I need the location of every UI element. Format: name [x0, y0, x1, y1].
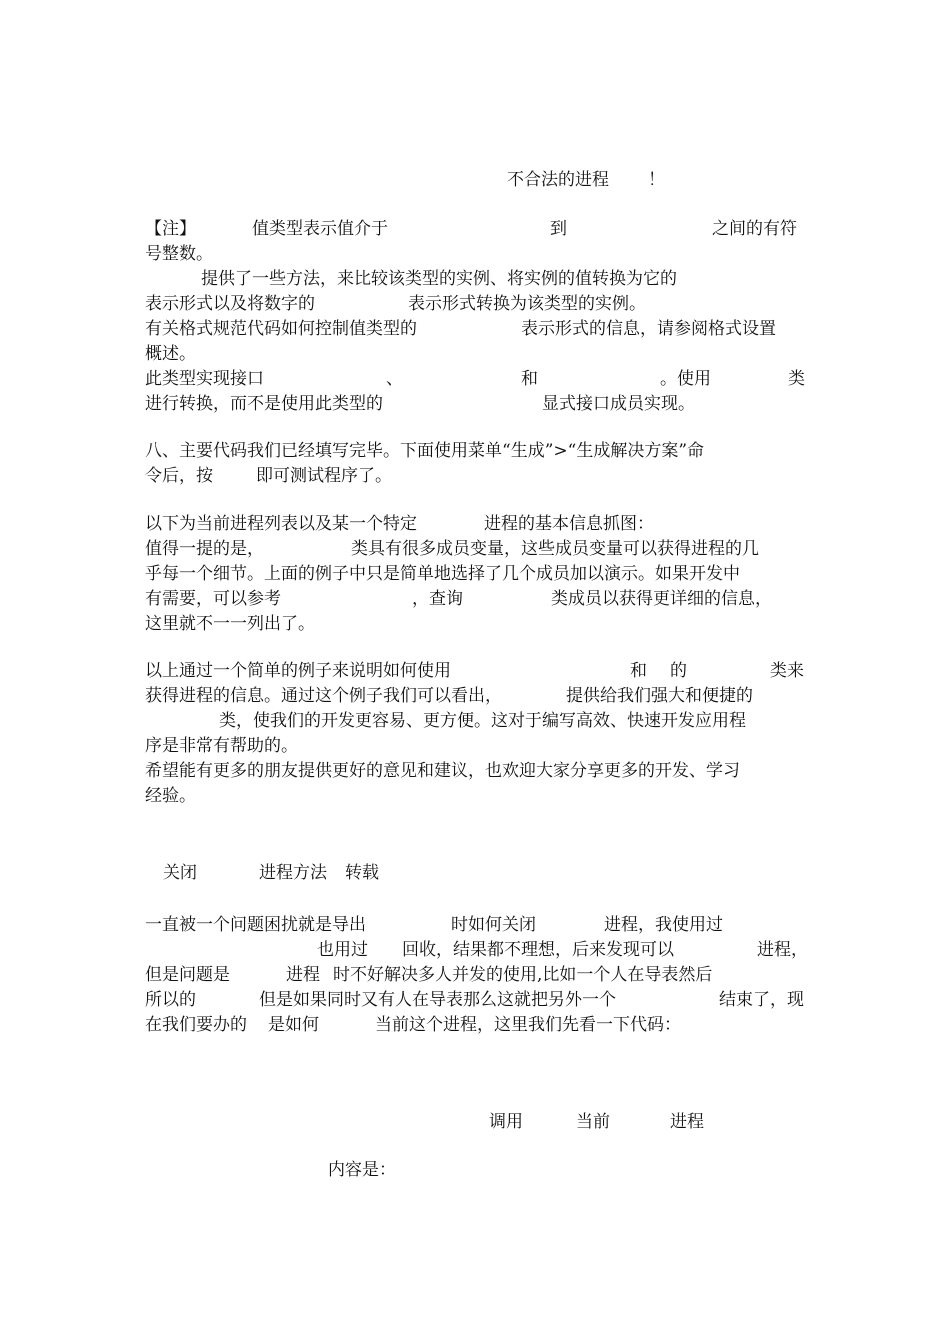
text-segment: 类具有很多成员变量，这些成员变量可以获得进程的几	[351, 539, 759, 559]
text-segment: 希望能有更多的朋友提供更好的意见和建议，也欢迎大家分享更多的开发、学习	[145, 761, 740, 781]
text-segment: 这里就不一一列出了。	[145, 614, 315, 634]
text-segment: 到	[550, 219, 567, 239]
text-segment: 类来	[770, 661, 804, 681]
text-segment: 概述。	[145, 344, 196, 364]
text-segment: ！	[648, 170, 665, 190]
text-segment: 进程，我使用过	[604, 915, 723, 935]
text-segment: 即可测试程序了。	[256, 466, 392, 486]
text-segment: 当前	[576, 1112, 610, 1132]
text-segment: 八、主要代码我们已经填写完毕。下面使用菜单“生成”>“生成解决方案”命	[145, 441, 705, 461]
text-segment: 进程	[670, 1112, 704, 1132]
text-segment: 序是非常有帮助的。	[145, 736, 298, 756]
text-segment: 获得进程的信息。通过这个例子我们可以看出，	[145, 686, 502, 706]
text-segment: 和	[521, 369, 538, 389]
text-segment: 表示形式以及将数字的	[145, 294, 315, 314]
text-segment: 令后，按	[145, 466, 213, 486]
text-segment: 【注】	[145, 219, 196, 239]
text-segment: 一直被一个问题困扰就是导出	[145, 915, 366, 935]
text-segment: 进行转换，而不是使用此类型的	[145, 394, 383, 414]
text-segment: 表示形式转换为该类型的实例。	[408, 294, 646, 314]
text-segment: 类成员以获得更详细的信息，	[551, 589, 772, 609]
text-segment: 有需要，可以参考	[145, 589, 281, 609]
text-segment: 内容是：	[328, 1160, 396, 1180]
text-segment: 之间的有符	[712, 219, 797, 239]
text-segment: 结束了，现	[719, 990, 804, 1010]
text-segment: 表示形式的信息，请参阅格式设置	[521, 319, 776, 339]
text-segment: 的	[670, 661, 687, 681]
text-segment: 和	[630, 661, 647, 681]
text-segment: 提供了一些方法，来比较该类型的实例、将实例的值转换为它的	[201, 269, 677, 289]
text-segment: 但是问题是	[145, 965, 230, 985]
text-segment: 值得一提的是，	[145, 539, 264, 559]
text-segment: 也用过	[317, 940, 368, 960]
text-segment: 不合法的进程	[507, 170, 609, 190]
text-segment: 经验。	[145, 786, 196, 806]
text-segment: 进程	[286, 965, 320, 985]
text-segment: 类，使我们的开发更容易、更方便。这对于编写高效、快速开发应用程	[219, 711, 746, 731]
text-segment: 关闭	[163, 863, 197, 883]
text-segment: 进程，	[757, 940, 808, 960]
text-segment: 此类型实现接口	[145, 369, 264, 389]
text-segment: 调用	[489, 1112, 523, 1132]
text-segment: 转载	[345, 863, 379, 883]
text-segment: 回收，结果都不理想，后来发现可以	[402, 940, 674, 960]
text-segment: 时不好解决多人并发的使用,比如一个人在导表然后	[333, 965, 713, 985]
text-segment: 时如何关闭	[451, 915, 536, 935]
text-segment: 。使用	[660, 369, 711, 389]
text-segment: 进程的基本信息抓图：	[484, 514, 654, 534]
text-segment: 以上通过一个简单的例子来说明如何使用	[145, 661, 451, 681]
text-segment: 值类型表示值介于	[252, 219, 388, 239]
text-segment: 所以的	[145, 990, 196, 1010]
text-segment: 类	[788, 369, 805, 389]
text-segment: 有关格式规范代码如何控制值类型的	[145, 319, 417, 339]
text-segment: 进程方法	[259, 863, 327, 883]
text-segment: 但是如果同时又有人在导表那么这就把另外一个	[259, 990, 616, 1010]
text-segment: 在我们要办的	[145, 1015, 247, 1035]
text-segment: 是如何	[268, 1015, 319, 1035]
text-segment: 、	[386, 369, 403, 389]
text-segment: 以下为当前进程列表以及某一个特定	[145, 514, 417, 534]
text-segment: 提供给我们强大和便捷的	[566, 686, 753, 706]
text-segment: 号整数。	[145, 244, 213, 264]
text-segment: ，查询	[412, 589, 463, 609]
text-segment: 当前这个进程，这里我们先看一下代码：	[375, 1015, 681, 1035]
text-segment: 显式接口成员实现。	[542, 394, 695, 414]
text-segment: 乎每一个细节。上面的例子中只是简单地选择了几个成员加以演示。如果开发中	[145, 564, 740, 584]
